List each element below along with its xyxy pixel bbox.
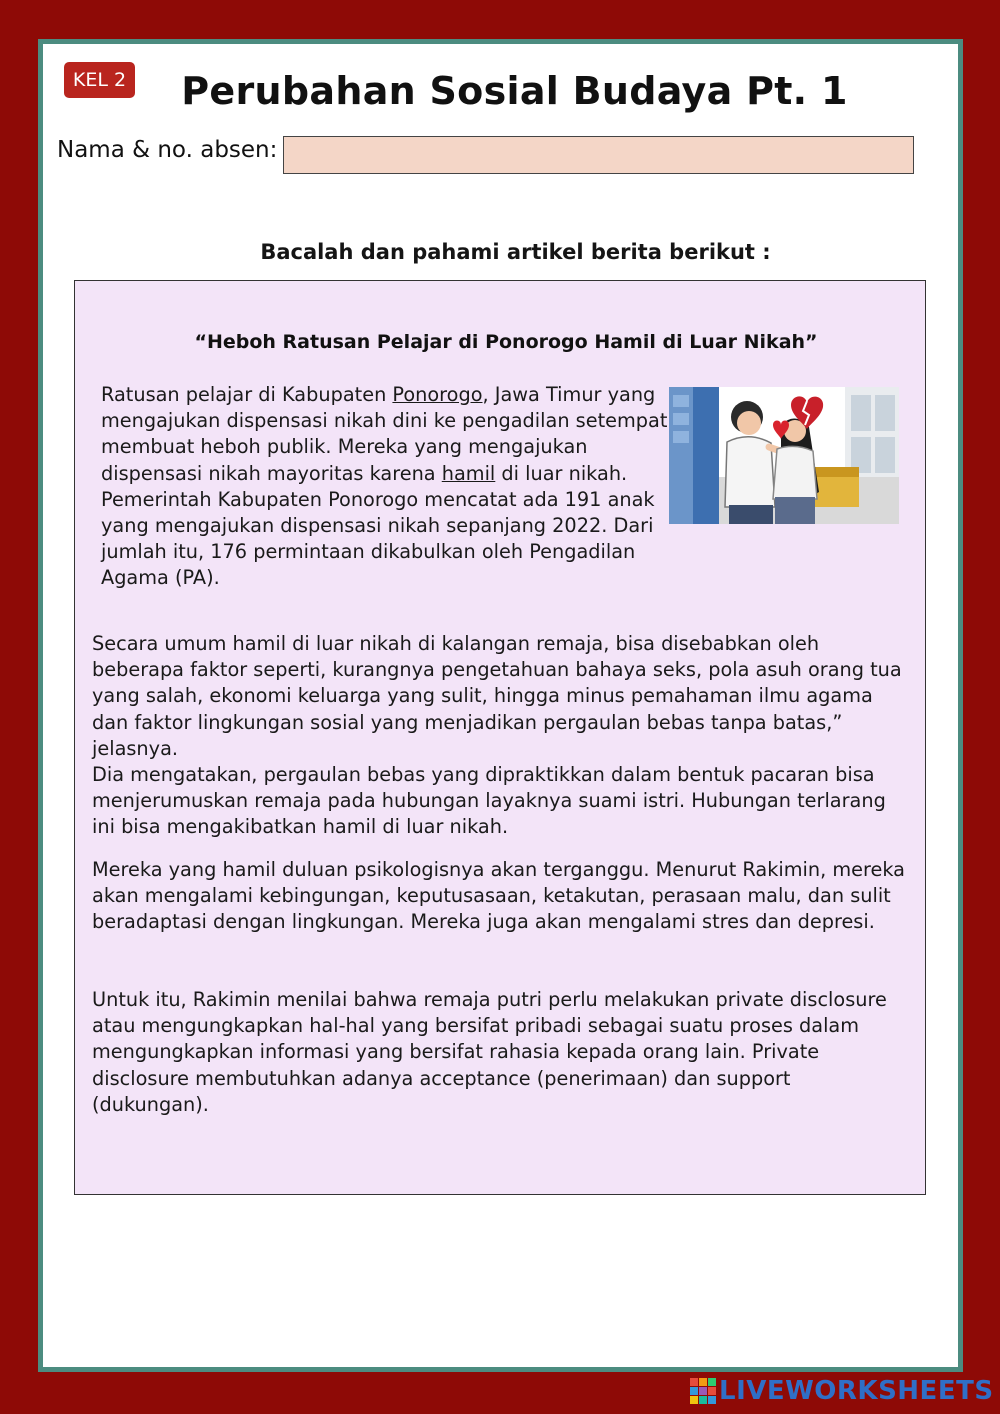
p1-text-a: Ratusan pelajar di Kabupaten bbox=[101, 383, 393, 406]
hamil-link[interactable]: hamil bbox=[441, 461, 496, 485]
article-paragraph-4: Untuk itu, Rakimin menilai bahwa remaja putri perlu melakukan private disclosure atau mengungkapkan hal-hal yang bersifat pribadi sebagai suatu proses dalam mengungkapkan informasi yang bersifat rahasia kepada orang lain. Private disclosure membutuhkan adanya acceptance (penerimaan) dan support (dukungan). bbox=[92, 988, 887, 1116]
worksheet-frame bbox=[38, 39, 963, 1372]
worksheet-page bbox=[43, 44, 958, 1367]
group-badge: KEL 2 bbox=[64, 62, 135, 98]
liveworksheets-logo bbox=[690, 1376, 994, 1406]
article-title: “Heboh Ratusan Pelajar di Ponorogo Hamil di Luar Nikah” bbox=[194, 331, 818, 353]
article-paragraph-1 bbox=[101, 382, 671, 592]
liveworksheets-cube-icon bbox=[690, 1378, 716, 1404]
p2-text-a: Secara umum hamil di luar nikah di kalangan remaja, bisa disebabkan oleh beberapa faktor seperti, kurangnya pengetahuan bahaya seks, pola asuh orang tua yang salah, ekonomi keluarga yang sulit, hingga minus pemahaman ilmu agama dan faktor lingkungan sosial yang menjadikan pergaulan bebas tanpa batas,” jelasnya. bbox=[92, 632, 902, 760]
name-input[interactable] bbox=[283, 136, 914, 174]
article-paragraph-2 bbox=[92, 631, 912, 841]
logo-text: LIVEWORKSHEETS bbox=[719, 1376, 994, 1406]
instruction-text: Bacalah dan pahami artikel berita berikut : bbox=[260, 240, 771, 264]
couple-illustration bbox=[669, 387, 899, 524]
p1-text-b: , Jawa Timur yang mengajukan dispensasi nikah dini ke pengadilan setempat membuat heboh publik. Mereka yang mengajukan dispensasi nikah mayoritas karena bbox=[101, 383, 668, 485]
name-label: Nama & no. absen: bbox=[57, 137, 278, 163]
ponorogo-link[interactable]: Ponorogo bbox=[392, 383, 483, 406]
page-title: Perubahan Sosial Budaya Pt. 1 bbox=[181, 69, 848, 113]
p2-text-b: Dia mengatakan, pergaulan bebas yang dipraktikkan dalam bentuk pacaran bisa menjerumuskan remaja pada hubungan layaknya suami istri. Hubungan terlarang ini bisa mengakibatkan hamil di luar nikah. bbox=[92, 763, 886, 839]
article-paragraph-3: Mereka yang hamil duluan psikologisnya akan terganggu. Menurut Rakimin, mereka akan mengalami kebingungan, keputusasaan, ketakutan, perasaan malu, dan sulit beradaptasi dengan lingkungan. Mereka juga akan mengalami stres dan depresi. bbox=[92, 858, 906, 934]
article-box bbox=[74, 280, 926, 1195]
p1-text-c: di luar nikah. Pemerintah Kabupaten Ponorogo mencatat ada 191 anak yang mengajukan dispensasi nikah sepanjang 2022. Dari jumlah itu, 176 permintaan dikabulkan oleh Pengadilan Agama (PA). bbox=[101, 461, 655, 590]
